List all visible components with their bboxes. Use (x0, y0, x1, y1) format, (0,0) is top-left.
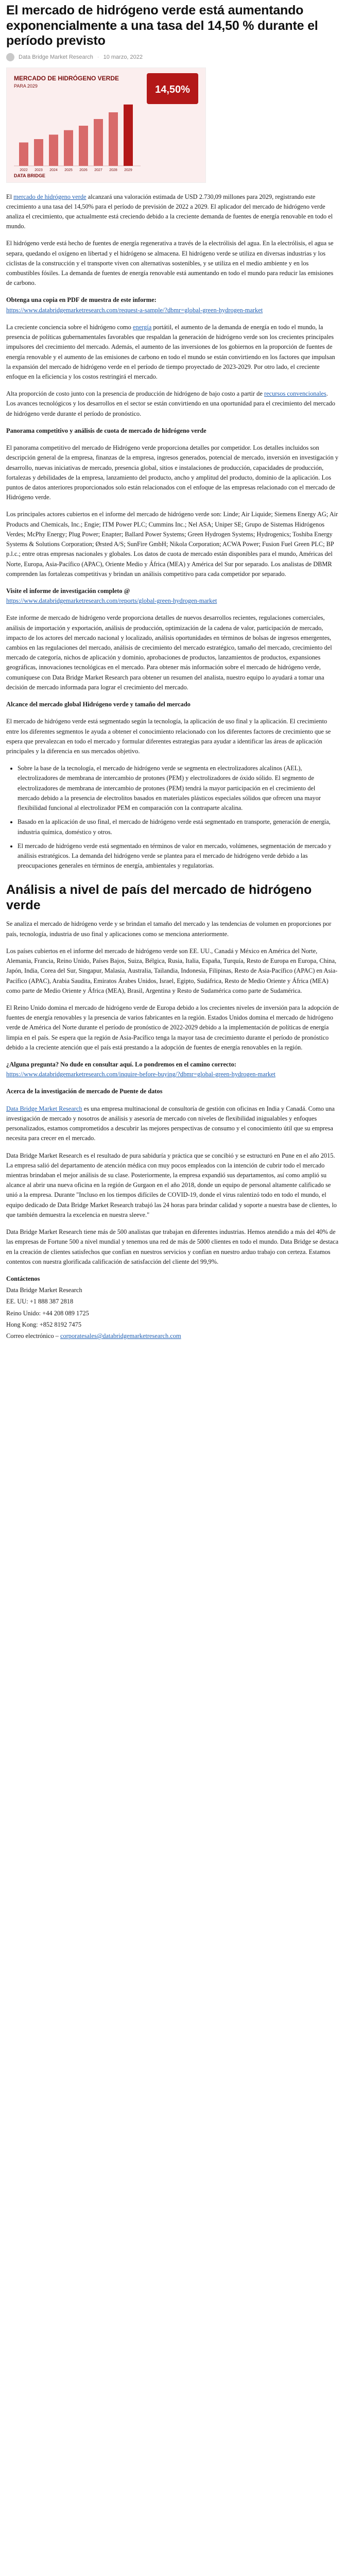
p12-rest: es una empresa multinacional de consultoría de gestión con oficinas en India y Canadá. Como una investigación de mercado y nosotros de análisis y asesoría de mercado con niveles de flexibilidad inigualables y enfoques personalizados, estamos comprometidos a descubrir las mejores perspectivas de consumo y el conocimiento útil que su empresa necesita para crecer en el mercado. (6, 1105, 335, 1142)
list-item: • El mercado de hidrógeno verde está segmentado en términos de valor en mercado, volúmenes, segmentación de mercado y análisis estratégicos. La demanda del hidrógeno verde se plantea para el mercado de hidrógeno verde debido a las preocupaciones generales en términos de energía, ambientales y regulatorias. (18, 841, 339, 871)
paragraph-10: Los países cubiertos en el informe del mercado de hidrógeno verde son EE. UU., Canadá y México en América del Norte, Alemania, Francia, Reino Unido, Países Bajos, Suiza, Bélgica, Rusia, Italia, España, Turquía, Resto de Europa en Europa, China, Japón, India, Corea del Sur, Singapur, Malasia, Australia, Tailandia, Indonesia, Filipinas, Resto de Asia-Pacífico (APAC) en Asia-Pacífico (APAC), Arabia Saudita, Emiratos Árabes Unidos, Israel, Egipto, Sudáfrica, Resto de Medio Oriente y África (MEA) como parte de Medio Oriente y África (MEA), Brasil, Argentina y Resto de Sudamérica como parte de Sudamérica. (6, 947, 338, 994)
p3-rest: portátil, el aumento de la demanda de energía en todo el mundo, la presencia de políticas gubernamentales favorables que respaldan la generación de hidrógeno verde son los crecientes principales impulsores del crecimiento del mercado. Además, el aumento de las inversiones de los gobiernos en la proporción de fuentes de energía renovable y el aumento de las emisiones de carbono en todo el mundo se están convirtiendo en los factores que impulsan la expansión del mercado de hidrógeno verde en el período de tiempo proyectado de 2023-2029. Por otro lado, el creciente enfoque en la eficiencia y los costos restringirá el mercado. (6, 323, 335, 380)
hero-bar-label: 2024 (49, 168, 58, 172)
paragraph-11: El Reino Unido domina el mercado de hidrógeno verde de Europa debido a los crecientes niveles de inversión para la adopción de fuentes de energía renovables y la presencia de varios fabricantes en la región. Estados Unidos domina el mercado de hidrógeno verde de América del Norte durante el período de pronóstico de 2022-2029 debido a la implementación de políticas de energía limpia en el país. Se espera que la región de Asia-Pacífico tenga la mayor tasa de crecimiento durante el período de pronóstico debido a la creciente atención que el país está prestando a la adopción de fuentes de energía renovables en la región. (6, 1004, 339, 1051)
p1-rest: alcanzará una valoración estimada de USD 2.730,09 millones para 2029, registrando este crecimiento a una tasa del 14,50% para el período de previsión de 2022 a 2029. El aplicador del mercado de hidrógeno verde analiza el crecimiento, que actualmente está creciendo debido a la creciente demanda de fuentes de energía renovable en todo el mundo. (6, 193, 333, 230)
contact-us-phone: EE. UU: +1 888 387 2818 (6, 1298, 74, 1306)
hero-subtitle: PARA 2029 (14, 83, 38, 89)
hero-badge: 14,50% (155, 83, 190, 95)
paragraph-14: Data Bridge Market Research tiene más de 500 analistas que trabajan en diferentes industrias. Hemos atendido a más del 40% de las empresas de Fortune 500 a nivel mundial y tenemos una red de más de 5000 clientes en todo el mundo. Data Bridge se destaca en la creación de clientes satisfechos que confían en nuestros servicios y confían en nuestro arduo trabajo con certeza. Estamos contentos con nuestra glorificada calificación de satisfacción del cliente del 99,9%. (6, 1228, 339, 1265)
hero-bar (49, 134, 58, 166)
hero-bar (79, 126, 88, 166)
sample-link[interactable]: https://www.databridgemarketresearch.com/request-a-sample/?dbmr=global-green-hydrogen-market (6, 306, 263, 314)
paragraph-3 (6, 323, 339, 382)
hero-bar (109, 112, 118, 166)
author-avatar (6, 53, 14, 61)
hero-bar (34, 139, 43, 166)
visit-block (6, 586, 339, 606)
contact-block (6, 1274, 339, 1341)
inquire-link[interactable]: https://www.databridgemarketresearch.com/inquire-before-buying/?dbmr=global-green-hydrogen-market (6, 1071, 275, 1078)
subheading-competitive: Panorama competitivo y análisis de cuota de mercado de hidrógeno verde (6, 427, 206, 434)
hero-bar-label: 2023 (34, 168, 43, 172)
hero-image (6, 67, 206, 183)
conventional-resources-link[interactable]: recursos convencionales (264, 390, 326, 398)
hero-bar-label: 2027 (94, 168, 102, 172)
paragraph-4 (6, 389, 339, 419)
contact-email-label: Correo electrónico – (6, 1332, 59, 1340)
country-analysis-heading: Análisis a nivel de país del mercado de hidrógeno verde (6, 883, 312, 913)
hero-bar-label: 2025 (64, 168, 73, 172)
meta-separator: · (97, 54, 99, 60)
paragraph-6: Los principales actores cubiertos en el informe del mercado de hidrógeno verde son: Linde; Air Liquide; Siemens Energy AG; Air Products and Chemicals, Inc.; Engie; ITM Power PLC; Cummins Inc.; Nel ASA; Uniper SE; Grupo de Sistemas Hidrógenos Verdes; McPhy Energy; Plug Power; Enapter; Ballard Power Systems; Green Hydrogen Systems; Hydrogenics; Toshiba Energy Systems & Solutions Corporation; Ørsted A/S; SunFire GmbH; Nikola Corporation; ACWA Power; Fusion Fuel Green PLC; BP p.l.c.; entre otras empresas nacionales y globales. Los datos de cuota de mercado están disponibles para el mundo, Américas del Norte, Europa, Asia-Pacífico (APAC), Oriente Medio y África (MEA) y América del Sur por separado. Los analistas de DBMR comprenden las fortalezas competitivas y brindan un análisis competitivo para cada competidor por separado. (6, 511, 338, 578)
paragraph-9: Se analiza el mercado de hidrógeno verde y se brindan el tamaño del mercado y las tendencias de volumen en proporciones por país, tecnología, industria de uso final y aplicaciones como se menciona anteriormente. (6, 920, 332, 938)
hero-bar (94, 119, 103, 166)
market-link[interactable]: mercado de hidrógeno verde (13, 193, 87, 200)
sample-block (6, 295, 339, 315)
contact-title: Contáctenos (6, 1275, 40, 1282)
question-block (6, 1060, 339, 1079)
hero-bar-label: 2022 (20, 168, 28, 172)
p4-rest: . Los avances tecnológicos y los desarrollos en el sector se están convirtiendo en una oportunidad para el crecimiento del mercado de hidrógeno verde durante el período de pronóstico. (6, 390, 335, 417)
dbmr-link[interactable]: Data Bridge Market Research (6, 1105, 82, 1112)
report-link[interactable]: https://www.databridgemarketresearch.com/reports/global-green-hydrogen-market (6, 597, 217, 605)
p3-prefix: La creciente conciencia sobre el hidrógeno como (6, 323, 131, 331)
hero-bar-label: 2029 (124, 168, 132, 172)
contact-company: Data Bridge Market Research (6, 1286, 82, 1294)
hero-bar-label: 2028 (109, 168, 117, 172)
paragraph-13: Data Bridge Market Research es el resultado de pura sabiduría y práctica que se concibió y se estructuró en Pune en el año 2015. La empresa salió del departamento de atención médica con muy pocos empleados con la intención de cubrir todo el mercado mientras brindaban el mejor análisis de su clase. Posteriormente, la empresa expandió sus departamentos, así como amplió su alcance al abrir una nueva oficina en la región de Gurgaon en el año 2018, donde un equipo de personal altamente calificado se unió a la empresa. Durante "Incluso en los tiempos difíciles de COVID-19, donde el virus ralentizó todo en todo el mundo, el equipo dedicado de Data Bridge Market Research trabajó las 24 horas para brindar calidad y soporte a nuestra base de clientes, lo que también demuestra la excelencia en nuestra sleeve." (6, 1151, 337, 1218)
list-item: • Sobre la base de la tecnología, el mercado de hidrógeno verde se segmenta en electrolizadores alcalinos (AEL), electrolizadores de membrana de intercambio de protones (PEM) y electrolizadores de óxido sólido. El segmento de electrolizadores de membrana de intercambio de protones (PEM) tendrá la mayor participación en el crecimiento del mercado debido a la presencia de electrolitos basados en materiales plásticos especiales sólidos que ofrecen una mayor flexibilidad funcional al electrolizador PEM en comparación con la contraparte alcalina. (18, 764, 339, 813)
hero-bar (19, 142, 28, 166)
hero-bar (124, 104, 133, 165)
p1-prefix: El (6, 193, 12, 200)
sample-label: Obtenga una copia en PDF de muestra de este informe: (6, 296, 157, 304)
hero-infographic (7, 68, 205, 182)
list-item: • Basado en la aplicación de uso final, el mercado de hidrógeno verde está segmentado en transporte, generación de energía, industria química, doméstico y otros. (18, 817, 339, 837)
hero-bar (64, 130, 73, 165)
article-date: 10 marzo, 2022 (103, 54, 143, 60)
energy-link[interactable]: energía (133, 323, 152, 331)
article-title: El mercado de hidrógeno verde está aumentando exponencialmente a una tasa del 14,50 % durante el período previsto (6, 3, 318, 48)
contact-hk-phone: Hong Kong: +852 8192 7475 (6, 1320, 82, 1328)
article-meta (6, 53, 339, 61)
paragraph-12 (6, 1104, 339, 1144)
p4-prefix: Alta proporción de costo junto con la presencia de producción de hidrógeno de bajo costo a partir de (6, 390, 263, 398)
paragraph-8: El mercado de hidrógeno verde está segmentado según la tecnología, la aplicación de uso final y la aplicación. El crecimiento entre los diferentes segmentos le ayuda a obtener el conocimiento relacionado con los diferentes factores de crecimiento que se espera que prevalezcan en todo el mercado y formular diferentes estrategias para ayudar a identificar las áreas de aplicación principales y la diferencia en sus mercados objetivo. (6, 718, 331, 755)
paragraph-5: El panorama competitivo del mercado de Hidrógeno verde proporciona detalles por competidor. Los detalles incluidos son descripción general de la empresa, finanzas de la empresa, ingresos generados, potencial de mercado, inversión en investigación y desarrollo, nuevas iniciativas de mercado, presencia global, sitios e instalaciones de producción, capacidades de producción, fortalezas y debilidades de la empresa, lanzamiento del producto, ancho y amplitud del producto, dominio de la aplicación. Los puntos de datos anteriores proporcionados solo están relacionados con el enfoque de las empresas relacionado con el mercado de Hidrógeno verde. (6, 444, 339, 501)
paragraph-2: El hidrógeno verde está hecho de fuentes de energía regenerativa a través de la electrólisis del agua. En la electrólisis, el agua se separa, quedando el oxígeno en libertad y el hidrógeno se almacena. El hidrógeno verde se utiliza en diversas industrias y los ciclistas de la construcción y el transporte viven con alternativas sostenibles, y se utiliza en el medio ambiente y en los combustibles fósiles. La demanda de fuentes de energía renovable está aumentando en todo el mundo para reducir las emisiones de carbono. (6, 240, 334, 287)
visit-label: Visite el informe de investigación completo @ (6, 587, 130, 595)
hero-title: MERCADO DE HIDRÓGENO VERDE (14, 74, 119, 82)
contact-uk-phone: Reino Unido: +44 208 089 1725 (6, 1309, 89, 1317)
contact-email-link[interactable]: corporatesales@databridgemarketresearch.com (60, 1332, 181, 1340)
author-link[interactable]: Data Bridge Market Research (19, 54, 93, 60)
subheading-about: Acerca de la investigación de mercado de Puente de datos (6, 1088, 163, 1095)
paragraph-7: Este informe de mercado de hidrógeno verde proporciona detalles de nuevos desarrollos recientes, regulaciones comerciales, análisis de importación y exportación, análisis de producción, optimización de la cadena de valor, participación de mercado, impacto de los actores del mercado nacional y localizado, análisis oportunidades en términos de bolsas de ingresos emergentes, cambios en las regulaciones del mercado, análisis de crecimiento del mercado estratégico, tamaño del mercado, crecimiento del mercado de categoría, nichos de aplicación y dominio, aprobaciones de productos, lanzamientos de productos, expansiones geográficas, innovaciones tecnológicas en el mercado. Para obtener más información sobre el mercado de hidrógeno verde, comuníquese con Data Bridge Market Research para obtener un resumen del analista, nuestro equipo lo ayudará a tomar una decisión de mercado informada para lograr el crecimiento del mercado. (6, 614, 332, 691)
hero-brand: DATA BRIDGE (14, 173, 45, 178)
segment-list (6, 764, 339, 871)
question-label: ¿Alguna pregunta? No dude en consultar aquí. Lo pondremos en el camino correcto: (6, 1061, 236, 1069)
intro-paragraph (6, 192, 339, 232)
hero-bar-label: 2026 (79, 168, 88, 172)
contact-email-line (6, 1331, 339, 1341)
subheading-scope: Alcance del mercado global Hidrógeno verde y tamaño del mercado (6, 701, 191, 708)
article-page (0, 3, 345, 1355)
